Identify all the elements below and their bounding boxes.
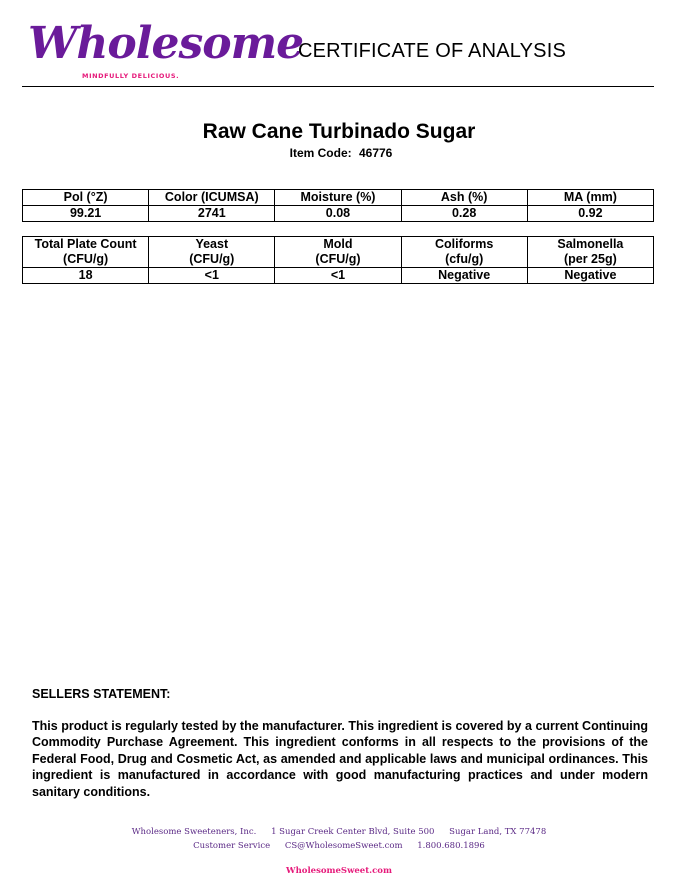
table-row <box>23 268 654 284</box>
value-cell: <1 <box>149 268 275 284</box>
logo-tagline: MINDFULLY DELICIOUS. <box>82 72 180 80</box>
footer-address: 1 Sugar Creek Center Blvd, Suite 500 <box>271 827 435 837</box>
header-cell: Pol (°Z) <box>23 190 149 206</box>
footer-company: Wholesome Sweeteners, Inc. <box>131 827 257 837</box>
table-header-row <box>23 190 654 206</box>
chemical-spec-table <box>22 189 654 222</box>
brand-logo <box>28 18 304 84</box>
product-name: Raw Cane Turbinado Sugar <box>202 120 476 143</box>
header-line: Coliforms <box>434 237 494 251</box>
header-line: Mold <box>323 237 353 251</box>
header-cell <box>401 237 527 268</box>
header-line: Total Plate Count <box>34 237 137 251</box>
value-cell: 0.92 <box>527 206 653 222</box>
footer-website-link[interactable]: WholesomeSweet.com <box>286 866 392 876</box>
logo-wordmark: Wholesome <box>28 18 304 69</box>
header-line: Yeast <box>195 237 229 251</box>
footer-phone: 1.800.680.1896 <box>417 841 485 851</box>
value-cell: 2741 <box>149 206 275 222</box>
header-cell <box>527 237 653 268</box>
header-cell <box>149 237 275 268</box>
header-cell: MA (mm) <box>527 190 653 206</box>
table-header-row <box>23 237 654 268</box>
header-cell <box>23 237 149 268</box>
value-cell: 18 <box>23 268 149 284</box>
value-cell: 99.21 <box>23 206 149 222</box>
value-cell: 0.28 <box>401 206 527 222</box>
footer-service-label: Customer Service <box>193 841 271 851</box>
value-cell: Negative <box>401 268 527 284</box>
header-unit: (CFU/g) <box>315 252 361 266</box>
footer-address-line <box>0 827 678 837</box>
footer-email[interactable]: CS@WholesomeSweet.com <box>284 841 403 851</box>
value-cell: <1 <box>275 268 401 284</box>
header-cell: Color (ICUMSA) <box>149 190 275 206</box>
table-row <box>23 206 654 222</box>
statement-body: This product is regularly tested by the manufacturer. This ingredient is covered by a current Continuing Commodity Purchase Agreement. This ingredient conforms in all respects to the provisions of the Federal Food, Drug and Cosmetic Act, as amended and applicable laws and municipal ordinances. This ingredient is manufactured in accordance with good manufacturing practices and under modern sanitary conditions. <box>32 719 648 799</box>
header-divider <box>22 86 654 87</box>
microbiological-spec-table <box>22 236 654 284</box>
header-line: Salmonella <box>557 237 624 251</box>
statement-heading: SELLERS STATEMENT: <box>32 687 171 701</box>
footer-city: Sugar Land, TX 77478 <box>449 827 547 837</box>
item-code-value: 46776 <box>358 146 393 160</box>
value-cell: Negative <box>527 268 653 284</box>
item-code-label: Item Code: <box>289 146 352 160</box>
document-title: CERTIFICATE OF ANALYSIS <box>298 40 566 62</box>
footer-contact-line <box>0 841 678 851</box>
header-cell: Ash (%) <box>401 190 527 206</box>
value-cell: 0.08 <box>275 206 401 222</box>
item-code <box>0 146 678 160</box>
header-unit: (per 25g) <box>563 252 617 266</box>
header-cell <box>275 237 401 268</box>
header-unit: (cfu/g) <box>445 252 484 266</box>
header-unit: (CFU/g) <box>63 252 109 266</box>
header-cell: Moisture (%) <box>275 190 401 206</box>
header-unit: (CFU/g) <box>189 252 235 266</box>
